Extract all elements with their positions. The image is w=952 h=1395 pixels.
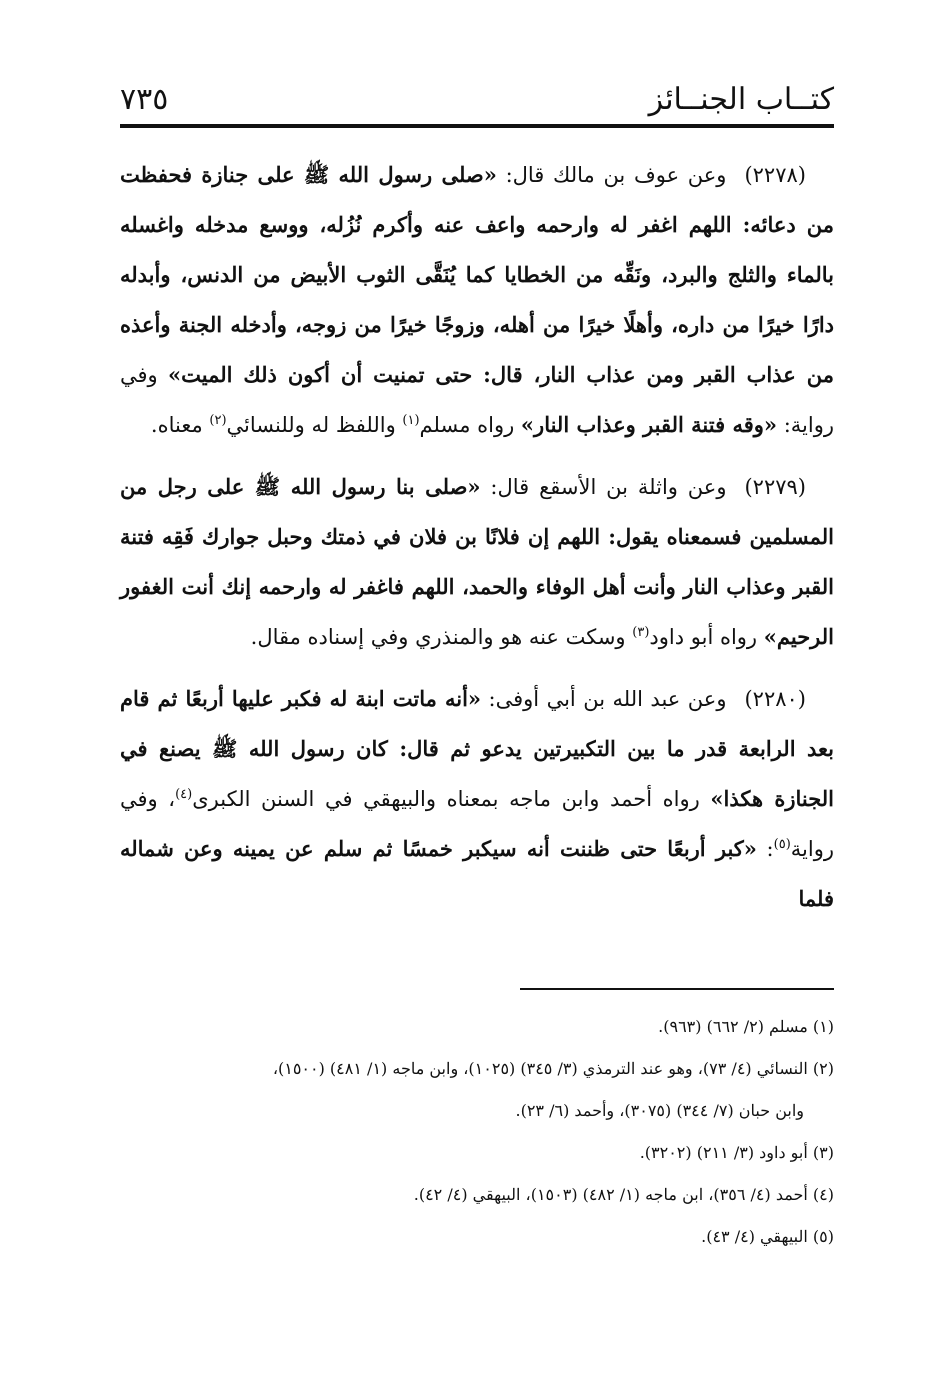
page-number: ٧٣٥ <box>120 82 169 117</box>
hadith-intro: وعن واثلة بن الأسقع قال: <box>480 475 727 499</box>
hadith-text: معناه. <box>150 413 210 437</box>
hadith-intro: وعن عبد الله بن أبي أوفى: <box>481 687 727 711</box>
hadith-2278 <box>120 150 834 450</box>
hadith-number: (٢٢٨٠) <box>744 687 806 711</box>
footnotes <box>115 1006 834 1258</box>
hadith-text: : <box>756 837 774 861</box>
hadith-quote: «صلى بنا رسول الله ﷺ على رجل من المسلمين فسمعناه يقول: اللهم إن فلانًا بن فلان في ذمتك وحبل جوارك فَقِه فتنة القبر وعذاب النار وأنت أهل الوفاء والحمد، اللهم فاغفر له وارحمه إنك أنت الغفور الرحيم» <box>120 474 834 649</box>
hadith-quote-2: «وقه فتنة القبر وعذاب النار» <box>520 412 778 437</box>
footnote-separator <box>520 988 834 990</box>
footnote-ref: (٢) <box>209 413 227 428</box>
hadith-2279 <box>120 462 834 662</box>
footnote-2: (٢) النسائي (٤/ ٧٣)، وهو عند الترمذي (٣/ ٣٤٥) (١٠٢٥)، وابن ماجه (١/ ٤٨١) (١٥٠٠)، <box>272 1059 834 1078</box>
footnote-2-continued: وابن حبان (٧/ ٣٤٤) (٣٠٧٥)، وأحمد (٦/ ٢٣). <box>515 1101 804 1120</box>
hadith-number: (٢٢٧٨) <box>744 163 806 187</box>
hadith-text: رواه أبو داود <box>649 625 764 649</box>
footnote-5: (٥) البيهقي (٤/ ٤٣). <box>701 1227 834 1246</box>
footnote-ref: (٤) <box>175 787 193 802</box>
hadith-text: رواه أحمد وابن ماجه بمعناه والبيهقي في السنن الكبرى <box>192 787 711 811</box>
hadith-text: وسكت عنه هو والمنذري وفي إسناده مقال. <box>250 625 633 649</box>
hadith-quote: «صلى رسول الله ﷺ على جنازة فحفظت من دعائه: اللهم اغفر له وارحمه واعف عنه وأكرم نُزُله، ووسع مدخله واغسله بالماء والثلج والبرد، ونَقِّه من الخطايا كما يُنَقَّى الثوب الأبيض من الدنس، وأبدله دارًا خيرًا من داره، وأهلًا خيرًا من أهله، وزوجًا خيرًا من زوجه، وأدخله الجنة وأعذه من عذاب القبر ومن عذاب النار، قال: حتى تمنيت أن أكون ذلك الميت» <box>120 162 834 387</box>
footnote-ref: (١) <box>402 413 420 428</box>
hadith-quote: «أنه ماتت ابنة له فكبر عليها أربعًا ثم قام بعد الرابعة قدر ما بين التكبيرتين يدعو ثم قال: كان رسول الله ﷺ يصنع في الجنازة هكذا» <box>120 686 834 811</box>
footnote-3: (٣) أبو داود (٣/ ٢١١) (٣٢٠٢). <box>639 1143 834 1162</box>
hadith-text: واللفظ له وللنسائي <box>226 413 403 437</box>
footnote-1: (١) مسلم (٢/ ٦٦٢) (٩٦٣). <box>658 1017 834 1036</box>
hadith-text: ، وفي رواية <box>120 787 834 861</box>
footnote-ref: (٣) <box>632 625 650 640</box>
hadith-quote-2: «كبر أربعًا حتى ظننت أنه سيكبر خمسًا ثم سلم عن يمينه وعن شماله فلما <box>120 836 834 911</box>
main-text <box>120 150 834 936</box>
hadith-number: (٢٢٧٩) <box>744 475 806 499</box>
footnote-ref: (٥) <box>773 837 791 852</box>
header-rule <box>120 124 834 128</box>
hadith-intro: وعن عوف بن مالك قال: <box>496 163 727 187</box>
footnote-4: (٤) أحمد (٤/ ٣٥٦)، ابن ماجه (١/ ٤٨٢) (١٥٠٣)، البيهقي (٤/ ٤٢). <box>413 1185 834 1204</box>
hadith-text: وفي رواية: <box>120 363 834 437</box>
hadith-2280 <box>120 674 834 924</box>
hadith-text: رواه مسلم <box>419 413 521 437</box>
page-header <box>120 80 834 124</box>
chapter-title: كتــاب الجنــائز <box>648 82 834 117</box>
